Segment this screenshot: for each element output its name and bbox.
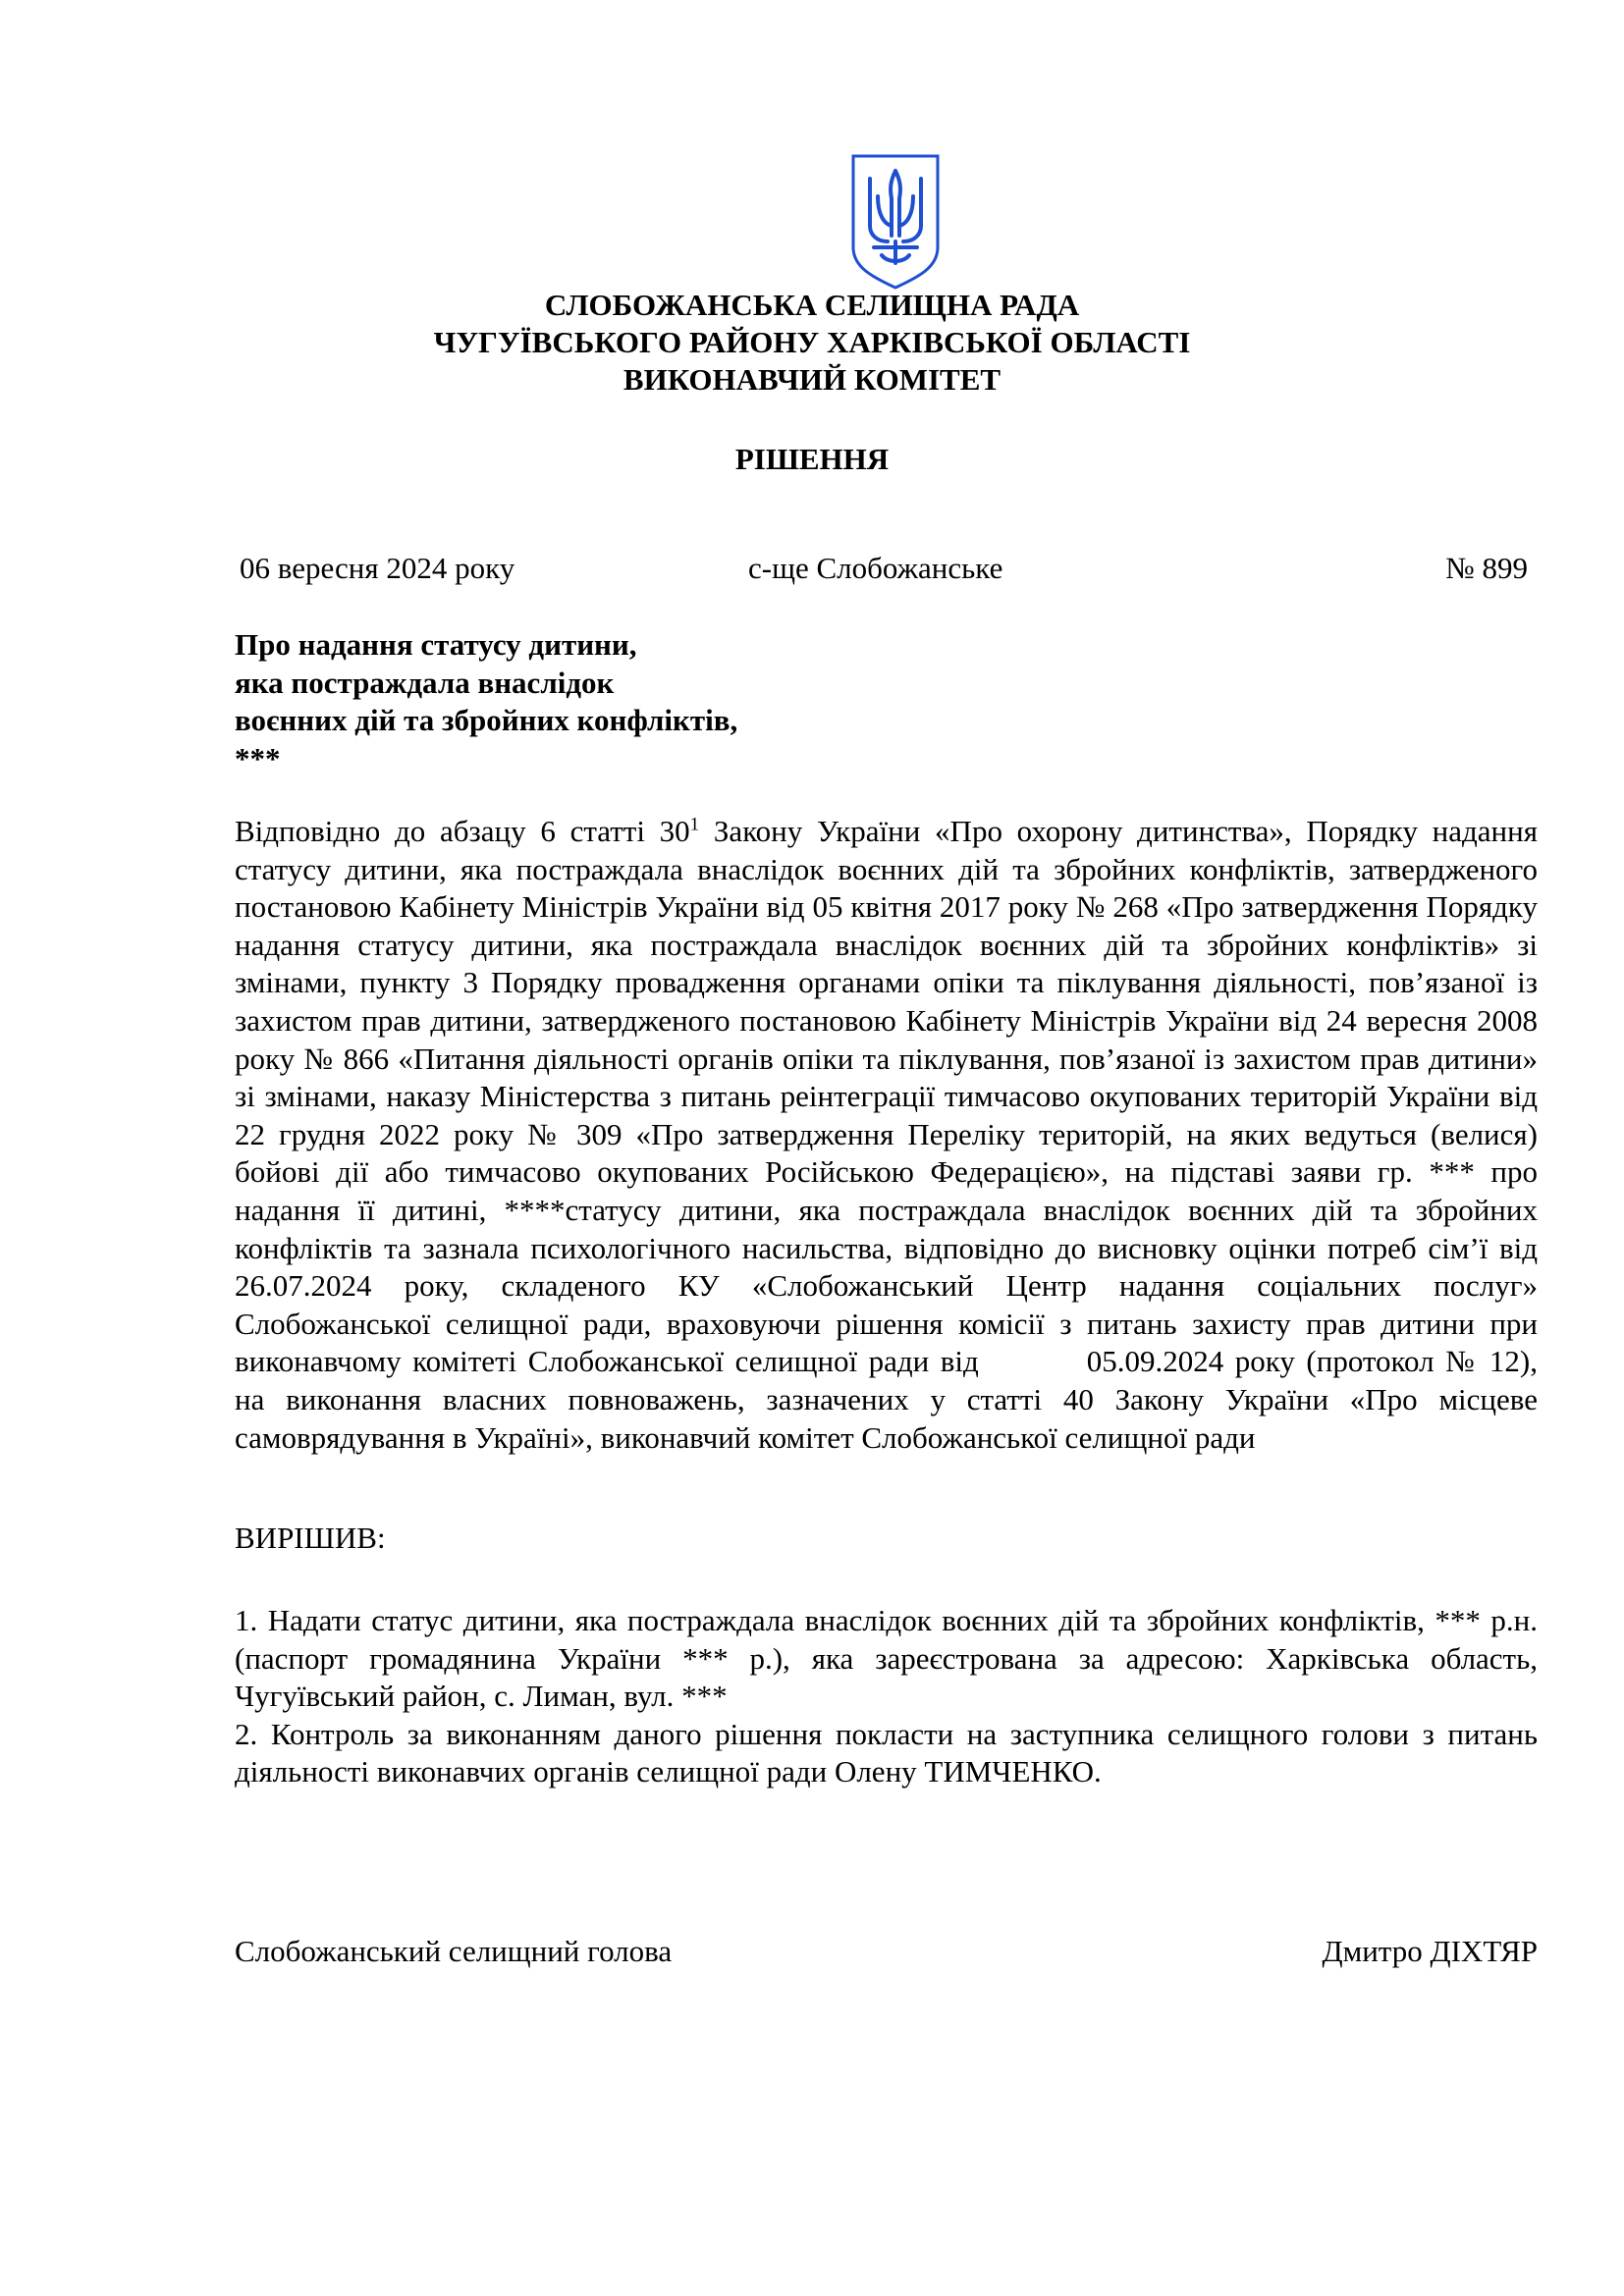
document-meta-row [240,549,1534,588]
decision-items [235,1602,1538,1791]
preamble-text: Відповідно до абзацу 6 статті 30 [235,814,690,848]
signatory-position: Слобожанський селищний голова [235,1934,673,1968]
preamble-text: Закону України «Про охорону дитинства», Порядку надання статусу дитини, яка постраждала внаслідок воєнних дій та збройних конфліктів, затвердженого постановою Кабінету Міністрів України від 05 квітня 2017 року № 268 «Про затвердження Порядку надання статусу дитини, яка постраждала внаслідок воєнних дій та збройних конфліктів» зі змінами, пункту 3 Порядку провадження органами опіки та піклування діяльності, пов’язаної із захистом прав дитини, затвердженого постановою Кабінету Міністрів України від 24 вересня 2008 року № 866 «Питання діяльності органів опіки та піклування, пов’язаної із захистом прав дитини» зі змінами, наказу Міністерства з питань реінтеграції тимчасово окупованих територій України від 22 грудня 2022 року № 309 «Про затвердження Переліку територій, на яких ведуться (велися) бойові дії або тимчасово окупованих Російською Федерацією», на підставі заяви гр. *** про надання її дитині, ****статусу дитини, яка постраждала внаслідок воєнних дій та збройних конфліктів та зазнала психологічного насильства, відповідно до висновку оцінки потреб сім’ї від 26.07.2024 року, складеного КУ «Слобожанський Центр надання соціальних послуг» Слобожанської селищної ради, враховуючи рішення комісії з питань захисту прав дитини при виконавчому комітеті Слобожанської селищної ради від [235,814,1538,1379]
document-number: № 899 [1445,551,1528,585]
committee-name: ВИКОНАВЧИЙ КОМІТЕТ [623,362,1001,397]
subject-line: воєнних дій та збройних конфліктів, [235,703,738,737]
decision-subject [235,626,737,777]
council-header [0,287,1624,399]
signature-block [235,1932,1538,1971]
document-place: с-ще Слобожанське [748,551,1003,585]
document-date: 06 вересня 2024 року [240,551,515,585]
subject-line: яка постраждала внаслідок [235,665,615,700]
subject-line: *** [235,740,281,775]
resolved-label: ВИРІШИВ: [235,1521,386,1555]
signatory-name: Дмитро ДІХТЯР [1322,1934,1538,1968]
preamble-text: 05.09.2024 року (протокол № 12), на виконання власних повноважень, зазначених у статті 40 Закону України «Про місцеве самоврядування в Україні», виконавчий комітет Слобожанської селищної ради [235,1344,1538,1455]
decision-item: 1. Надати статус дитини, яка постраждала внаслідок воєнних дій та збройних конфліктів, *** р.н. (паспорт громадянина України *** р.), яка зареєстрована за адресою: Харківська область, Чугуївський район, с. Лиман, вул. *** [235,1603,1538,1714]
preamble-paragraph [235,813,1538,1457]
subject-line: Про надання статусу дитини, [235,627,637,662]
coat-of-arms-trident-icon [850,153,941,291]
council-name: СЛОБОЖАНСЬКА СЕЛИЩНА РАДА [544,288,1080,322]
decision-item: 2. Контроль за виконанням даного рішення покласти на заступника селищного голови з питань діяльності виконавчих органів селищної ради Олену ТИМЧЕНКО. [235,1716,1538,1789]
article-superscript: 1 [689,814,700,835]
document-type-title: РІШЕННЯ [734,442,890,476]
district-name: ЧУГУЇВСЬКОГО РАЙОНУ ХАРКІВСЬКОЇ ОБЛАСТІ [433,325,1191,359]
